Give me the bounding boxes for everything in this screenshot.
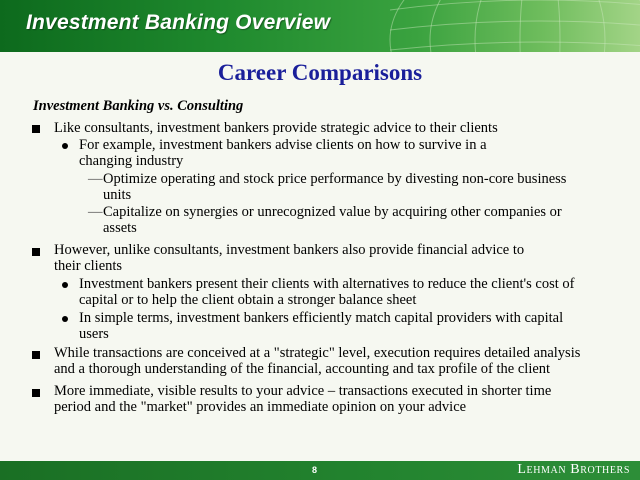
section-subtitle: Investment Banking vs. Consulting (33, 98, 244, 114)
bullet-text: While transactions are conceived at a "strategic" level, execution requires detailed analysis (54, 345, 581, 361)
round-bullet-icon (62, 282, 68, 288)
square-bullet-icon (32, 389, 40, 397)
sub-bullet-text: users (79, 326, 109, 342)
sub-sub-bullet-text: units (103, 187, 132, 203)
sub-sub-bullet-text: assets (103, 220, 137, 236)
square-bullet-icon (32, 125, 40, 133)
brand-logo-text: Lehman Brothers (517, 462, 630, 477)
footer-bar (0, 461, 640, 480)
square-bullet-icon (32, 248, 40, 256)
bullet-text: However, unlike consultants, investment bankers also provide financial advice to (54, 242, 525, 258)
bullet-text: More immediate, visible results to your advice – transactions executed in shorter time (54, 383, 552, 399)
bullet-text: Like consultants, investment bankers provide strategic advice to their clients (54, 120, 498, 136)
round-bullet-icon (62, 316, 68, 322)
sub-bullet-text: In simple terms, investment bankers efficiently match capital providers with capital (79, 310, 564, 326)
dash-bullet: — (88, 204, 103, 220)
sub-sub-bullet-text: Optimize operating and stock price performance by divesting non-core business (103, 171, 567, 187)
bullet-text: period and the "market" provides an immediate opinion on your advice (54, 399, 467, 415)
sub-bullet-text: changing industry (79, 153, 184, 169)
slide-title: Career Comparisons (217, 60, 423, 85)
sub-bullet-text: capital or to help the client obtain a stronger balance sheet (79, 292, 417, 308)
sub-bullet-text: For example, investment bankers advise clients on how to survive in a (79, 137, 487, 153)
sub-sub-bullet-text: Capitalize on synergies or unrecognized value by acquiring other companies or (103, 204, 562, 220)
bullet-text: and a thorough understanding of the financial, accounting and tax profile of the client (54, 361, 551, 377)
bullet-text: their clients (54, 258, 123, 274)
square-bullet-icon (32, 351, 40, 359)
header-title: Investment Banking Overview (26, 11, 331, 34)
dash-bullet: — (88, 171, 103, 187)
round-bullet-icon (62, 143, 68, 149)
page-number: 8 (312, 465, 318, 475)
sub-bullet-text: Investment bankers present their clients with alternatives to reduce the client's cost of (79, 276, 575, 292)
